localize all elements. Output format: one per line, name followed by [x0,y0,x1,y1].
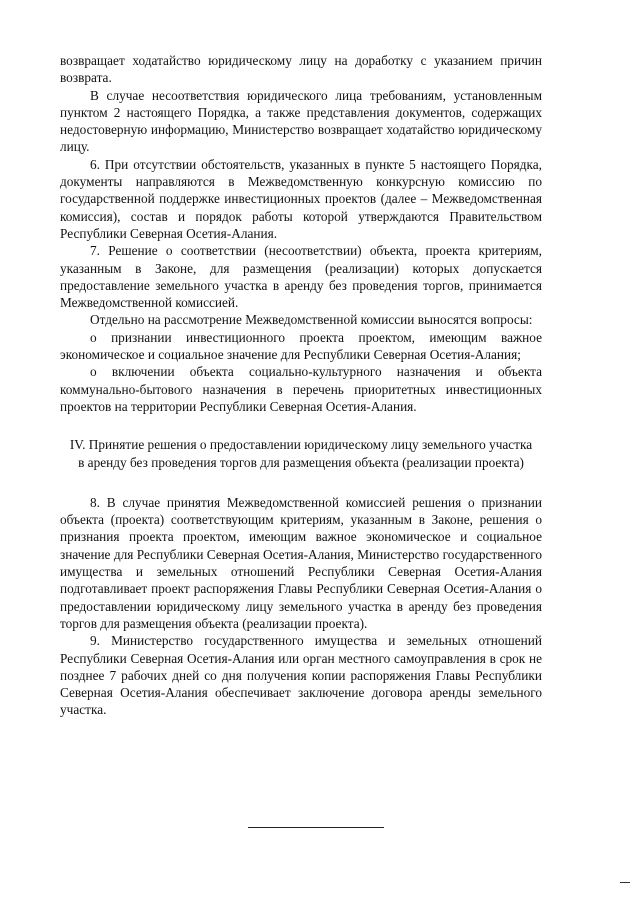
corner-dash [620,882,630,883]
document-body [60,52,542,719]
paragraph-separately: Отдельно на рассмотрение Межведомственной комиссии выносятся вопросы: [90,312,533,328]
paragraph-item-7: 7. Решение о соответствии (несоответствии) объекта, проекта критериям, указанным в Законе, для размещения (реализации) которых допускается предоставление земельного участка в аренду без проведения торгов, принимается Межведомственной комиссией. [60,243,542,311]
paragraph-item-9: 9. Министерство государственного имущества и земельных отношений Республики Северная Осетия-Алания или орган местного самоуправления в срок не позднее 7 рабочих дней со дня получения копии распоряжения Главы Республики Северная Осетия-Алания обеспечивает заключение договора аренды земельного участка. [60,633,542,718]
paragraph-item-8: 8. В случае принятия Межведомственной комиссией решения о признании объекта (проекта) соответствующим критериям, указанным в Законе, решения о признания проекта проектом, имеющим важное экономическое и социальное значение для Республики Северная Осетия-Алания, Министерство государственного имущества и земельных отношений Республики Северная Осетия-Алания подготавливает проект распоряжения Главы Республики Северная Осетия-Алания о предоставлении юридическому лицу земельного участка в аренду без проведения торгов для размещения объекта (реализации проекта). [60,494,542,631]
paragraph-item-6: 6. При отсутствии обстоятельств, указанных в пункте 5 настоящего Порядка, документы направляются в Межведомственную конкурсную комиссию по государственной поддержке инвестиционных проектов (далее – Межведомственная комиссия), состав и порядок работы которой утверждаются Правительством Республики Северная Осетия-Алания. [60,156,542,241]
section-heading: IV. Принятие решения о предоставлении юридическому лицу земельного участка в аренду без проведения торгов для размещения объекта (реализации проекта) [69,437,533,470]
paragraph-question-2: о включении объекта социально-культурного назначения и объекта коммунально-бытового назначения в перечень приоритетных инвестиционных проектов на территории Республики Северная Осетия-Алания. [60,364,542,414]
paragraph-question-1: о признании инвестиционного проекта проектом, имеющим важное экономическое и социальное значение для Республики Северная Осетия-Алания; [60,329,542,363]
paragraph-continuation: возвращает ходатайство юридическому лицу на доработку с указанием причин возврата. [60,53,542,86]
separator-line [248,827,384,828]
paragraph-inconsistency: В случае несоответствия юридического лица требованиям, установленным пунктом 2 настоящего Порядка, а также представления документов, содержащих недостоверную информацию, Министерство возвращает ходатайство юридическому лицу. [60,87,542,155]
